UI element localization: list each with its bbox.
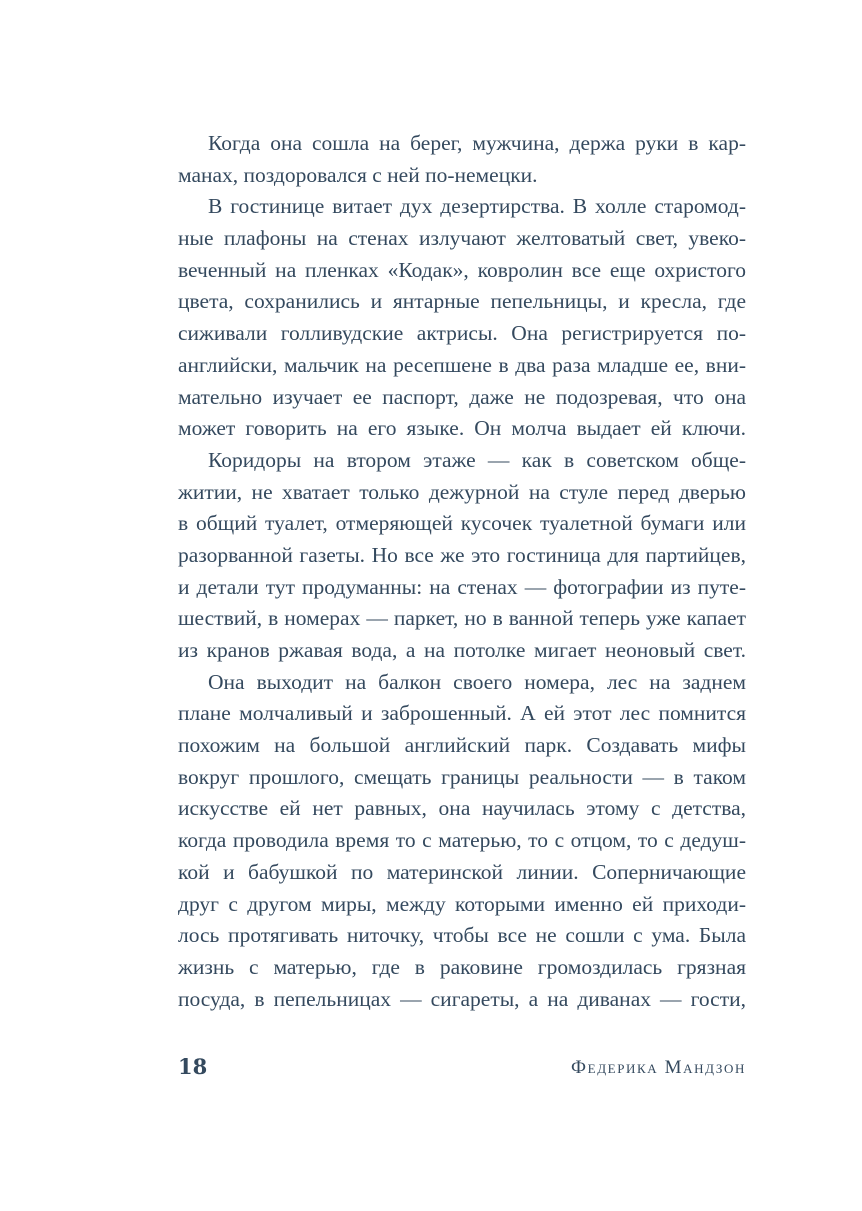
text-line: вокруг прошлого, смещать границы реальности — в таком bbox=[178, 764, 746, 789]
text-line: из кранов ржавая вода, а на потолке мигает неоновый свет. bbox=[178, 638, 746, 662]
text-line: Коридоры на втором этаже — как в советском обще- bbox=[208, 447, 746, 472]
text-line: лось протягивать ниточку, чтобы все не сошли с ума. Была bbox=[178, 923, 746, 948]
text-line: плане молчаливый и заброшенный. А ей этот лес помнится bbox=[178, 701, 746, 726]
text-line: и детали тут продуманны: на стенах — фотографии из путе- bbox=[178, 574, 746, 599]
text-line: искусстве ей нет равных, она научилась этому с детства, bbox=[178, 796, 746, 821]
text-line: друг с другом миры, между которыми именно ей приходи- bbox=[178, 891, 746, 916]
body-text bbox=[178, 128, 746, 1015]
text-line: посуда, в пепельницах — сигареты, а на диванах — гости, bbox=[178, 986, 746, 1011]
text-line: разорванной газеты. Но все же это гостиница для партийцев, bbox=[178, 542, 746, 567]
text-line: кой и бабушкой по материнской линии. Соперничающие bbox=[178, 859, 746, 884]
text-line: похожим на большой английский парк. Создавать мифы bbox=[178, 733, 746, 758]
text-line: манах, поздоровался с ней по-немецки. bbox=[178, 162, 538, 187]
text-line: жизнь с матерью, где в раковине громоздилась грязная bbox=[178, 954, 746, 979]
page-number: 18 bbox=[178, 1054, 208, 1079]
text-line: житии, не хватает только дежурной на стуле перед дверью bbox=[178, 479, 746, 504]
text-line: Когда она сошла на берег, мужчина, держа руки в кар- bbox=[208, 131, 746, 155]
text-line: мательно изучает ее паспорт, даже не подозревая, что она bbox=[178, 384, 746, 409]
running-footer-author: Федерика Мандзон bbox=[571, 1057, 746, 1078]
text-line: английски, мальчик на ресепшене в два раза младше ее, вни- bbox=[178, 352, 746, 377]
text-line: Она выходит на балкон своего номера, лес на заднем bbox=[208, 669, 746, 694]
text-line: в общий туалет, отмеряющей кусочек туалетной бумаги или bbox=[178, 511, 746, 536]
text-line: цвета, сохранились и янтарные пепельницы, и кресла, где bbox=[178, 289, 746, 314]
text-line: шествий, в номерах — паркет, но в ванной теперь уже капает bbox=[178, 606, 746, 631]
text-line: В гостинице витает дух дезертирства. В холле старомод- bbox=[208, 194, 746, 219]
text-line: ные плафоны на стенах излучают желтоватый свет, увеко- bbox=[178, 226, 746, 251]
text-line: веченный на пленках «Кодак», ковролин все еще охристого bbox=[178, 257, 746, 282]
text-line: когда проводила время то с матерью, то с отцом, то с дедуш- bbox=[178, 828, 746, 853]
text-line: может говорить на его языке. Он молча выдает ей ключи. bbox=[178, 416, 746, 441]
text-line: сиживали голливудские актрисы. Она регистрируется по- bbox=[178, 321, 746, 346]
